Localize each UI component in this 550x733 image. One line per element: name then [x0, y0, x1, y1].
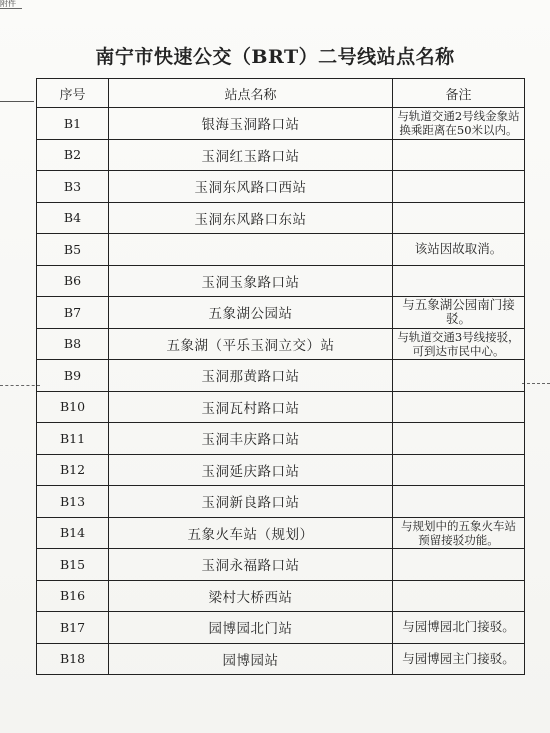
document-title: 南宁市快速公交（BRT）二号线站点名称: [95, 46, 455, 68]
station-name: 五象火车站（规划）: [109, 517, 393, 549]
station-remark: [393, 423, 525, 455]
station-remark: 与五象湖公园南门接驳。: [393, 297, 525, 329]
table-row: [37, 580, 525, 612]
table-row: [37, 612, 525, 644]
table-row: [37, 643, 525, 675]
table-row: [37, 202, 525, 234]
station-remark: 与园博园北门接驳。: [393, 612, 525, 644]
column-header-number: 序号: [37, 79, 109, 108]
station-remark: 与园博园主门接驳。: [393, 643, 525, 675]
station-number: B1: [37, 108, 109, 140]
table-row: [37, 328, 525, 360]
station-number: B7: [37, 297, 109, 329]
station-remark: [393, 580, 525, 612]
station-number: B5: [37, 234, 109, 266]
table-row: [37, 139, 525, 171]
station-name: 玉洞瓦村路口站: [109, 391, 393, 423]
station-remark: 与规划中的五象火车站预留接驳功能。: [393, 517, 525, 549]
station-number: B11: [37, 423, 109, 455]
table-row: [37, 454, 525, 486]
station-number: B13: [37, 486, 109, 518]
station-name: 玉洞丰庆路口站: [109, 423, 393, 455]
station-remark: [393, 486, 525, 518]
scan-artifact-line: [0, 101, 34, 102]
station-remark: [393, 549, 525, 581]
station-name: 银海玉洞路口站: [109, 108, 393, 140]
corner-annotation: 附件: [0, 0, 22, 9]
table-row: [37, 391, 525, 423]
station-name: 玉洞东风路口东站: [109, 202, 393, 234]
station-remark: [393, 391, 525, 423]
station-number: B3: [37, 171, 109, 203]
table-row: [37, 234, 525, 266]
station-number: B8: [37, 328, 109, 360]
table-row: [37, 486, 525, 518]
station-number: B2: [37, 139, 109, 171]
station-number: B16: [37, 580, 109, 612]
station-remark: [393, 265, 525, 297]
station-number: B17: [37, 612, 109, 644]
station-name: 玉洞延庆路口站: [109, 454, 393, 486]
station-remark: 与轨道交通2号线金象站换乘距离在50米以内。: [393, 108, 525, 140]
station-remark: [393, 360, 525, 392]
station-name: 玉洞红玉路口站: [109, 139, 393, 171]
station-remark: 与轨道交通3号线接驳，可到达市民中心。: [393, 328, 525, 360]
column-header-station-name: 站点名称: [109, 79, 393, 108]
station-name: 园博园站: [109, 643, 393, 675]
table-row: [37, 108, 525, 140]
column-header-remarks: 备注: [393, 79, 525, 108]
table-row: [37, 549, 525, 581]
station-name: 五象湖（平乐玉洞立交）站: [109, 328, 393, 360]
table-row: [37, 360, 525, 392]
station-name: 玉洞东风路口西站: [109, 171, 393, 203]
station-number: B4: [37, 202, 109, 234]
station-name: [109, 234, 393, 266]
station-remark: [393, 171, 525, 203]
station-number: B9: [37, 360, 109, 392]
table-row: [37, 265, 525, 297]
station-remark: 该站因故取消。: [393, 234, 525, 266]
table-row: [37, 423, 525, 455]
scan-artifact-line: [0, 385, 40, 386]
table-row: [37, 171, 525, 203]
table-row: [37, 517, 525, 549]
station-number: B10: [37, 391, 109, 423]
station-number: B12: [37, 454, 109, 486]
station-table: [36, 78, 525, 675]
station-name: 梁村大桥西站: [109, 580, 393, 612]
scan-artifact-line: [522, 383, 550, 384]
table-row: [37, 297, 525, 329]
table-header-row: [37, 79, 525, 108]
station-name: 园博园北门站: [109, 612, 393, 644]
station-name: 玉洞永福路口站: [109, 549, 393, 581]
station-name: 玉洞那黄路口站: [109, 360, 393, 392]
station-number: B15: [37, 549, 109, 581]
station-remark: [393, 454, 525, 486]
station-number: B6: [37, 265, 109, 297]
station-remark: [393, 139, 525, 171]
station-number: B14: [37, 517, 109, 549]
station-number: B18: [37, 643, 109, 675]
station-remark: [393, 202, 525, 234]
station-name: 玉洞玉象路口站: [109, 265, 393, 297]
station-name: 玉洞新良路口站: [109, 486, 393, 518]
station-name: 五象湖公园站: [109, 297, 393, 329]
